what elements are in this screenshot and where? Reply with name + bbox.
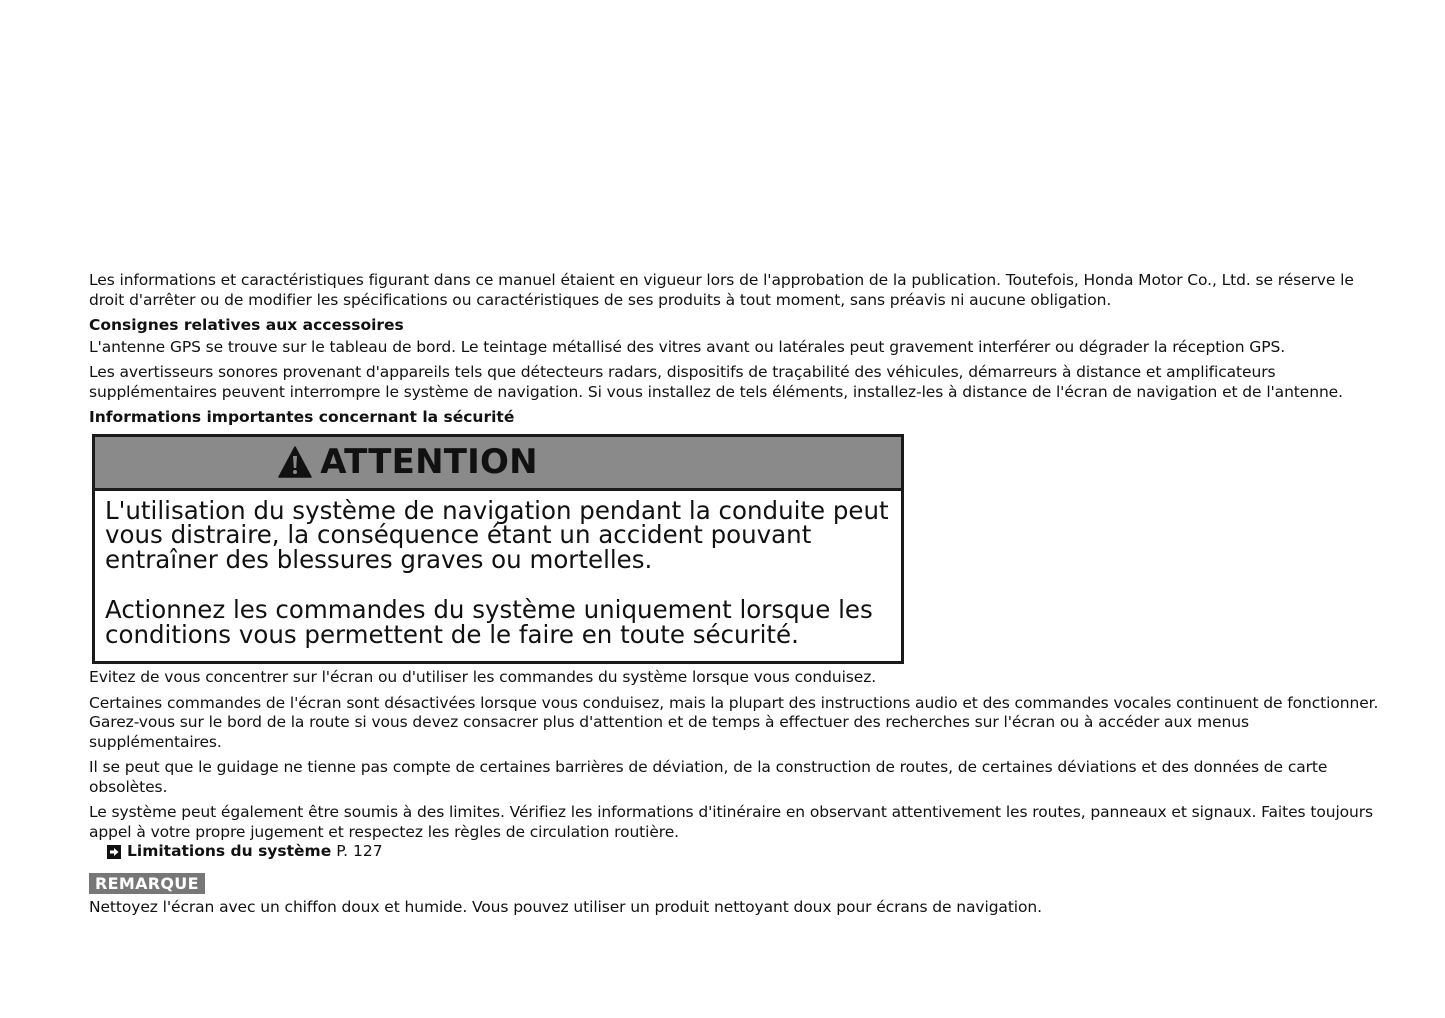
warning-text-operate-safely: Actionnez les commandes du système uniquement lorsque les conditions vous permettent de le faire en toute sécurité. <box>105 595 873 649</box>
gps-antenna-paragraph: L'antenne GPS se trouve sur le tableau de bord. Le teintage métallisé des vitres avant ou latérales peut gravement interférer ou dégrader la réception GPS. <box>89 337 1286 356</box>
warning-text-distraction: L'utilisation du système de navigation pendant la conduite peut vous distraire, la conséquence étant un accident pouvant entraîner des blessures graves ou mortelles. <box>105 495 889 574</box>
disabled-controls-paragraph: Certaines commandes de l'écran sont désactivées lorsque vous conduisez, mais la plupart des instructions audio et des commandes vocales continuent de fonctionner. Garez-vous sur le bord de la route si vous devez consacrer plus d'attention et de temps à effectuer des recherches sur l'écran ou à accéder aux menus supplémentaires. <box>89 693 1379 751</box>
warning-body <box>95 491 901 662</box>
arrow-right-box-icon <box>107 845 121 859</box>
note-paragraph: Nettoyez l'écran avec un chiffon doux et humide. Vous pouvez utiliser un produit nettoyant doux pour écrans de navigation. <box>89 898 1042 916</box>
system-limits-paragraph: Le système peut également être soumis à des limites. Vérifiez les informations d'itinéraire en observant attentivement les routes, panneaux et signaux. Faites toujours appel à votre propre jugement et respectez les règles de circulation routière. <box>89 803 1373 841</box>
manual-page <box>89 271 1379 924</box>
cross-reference-page: P. 127 <box>336 842 383 860</box>
warning-title: ATTENTION <box>320 442 538 482</box>
cross-reference-link[interactable] <box>107 842 1379 861</box>
warning-box <box>92 434 904 665</box>
interference-paragraph: Les avertisseurs sonores provenant d'appareils tels que détecteurs radars, dispositifs de traçabilité des véhicules, démarreurs à distance et amplificateurs supplémentaires peuvent interrompre le système de navigation. Si vous installez de tels éléments, installez-les à distance de l'écran de navigation et de l'antenne. <box>89 363 1343 401</box>
warning-triangle-icon <box>278 446 312 478</box>
warning-header <box>95 437 901 491</box>
safety-heading: Informations importantes concernant la sécurité <box>89 408 515 426</box>
intro-paragraph: Les informations et caractéristiques figurant dans ce manuel étaient en vigueur lors de l'approbation de la publication. Toutefois, Honda Motor Co., Ltd. se réserve le droit d'arrêter ou de modifier les spécifications ou caractéristiques de ses produits à tout moment, sans préavis ni aucune obligation. <box>89 271 1354 309</box>
cross-reference-title: Limitations du système <box>127 842 332 860</box>
accessories-heading: Consignes relatives aux accessoires <box>89 316 404 334</box>
guidance-limits-paragraph: Il se peut que le guidage ne tienne pas compte de certaines barrières de déviation, de la construction de routes, de certaines déviations et des données de carte obsolètes. <box>89 758 1328 796</box>
note-badge: REMARQUE <box>89 873 205 894</box>
avoid-focus-paragraph: Evitez de vous concentrer sur l'écran ou d'utiliser les commandes du système lorsque vous conduisez. <box>89 668 877 686</box>
